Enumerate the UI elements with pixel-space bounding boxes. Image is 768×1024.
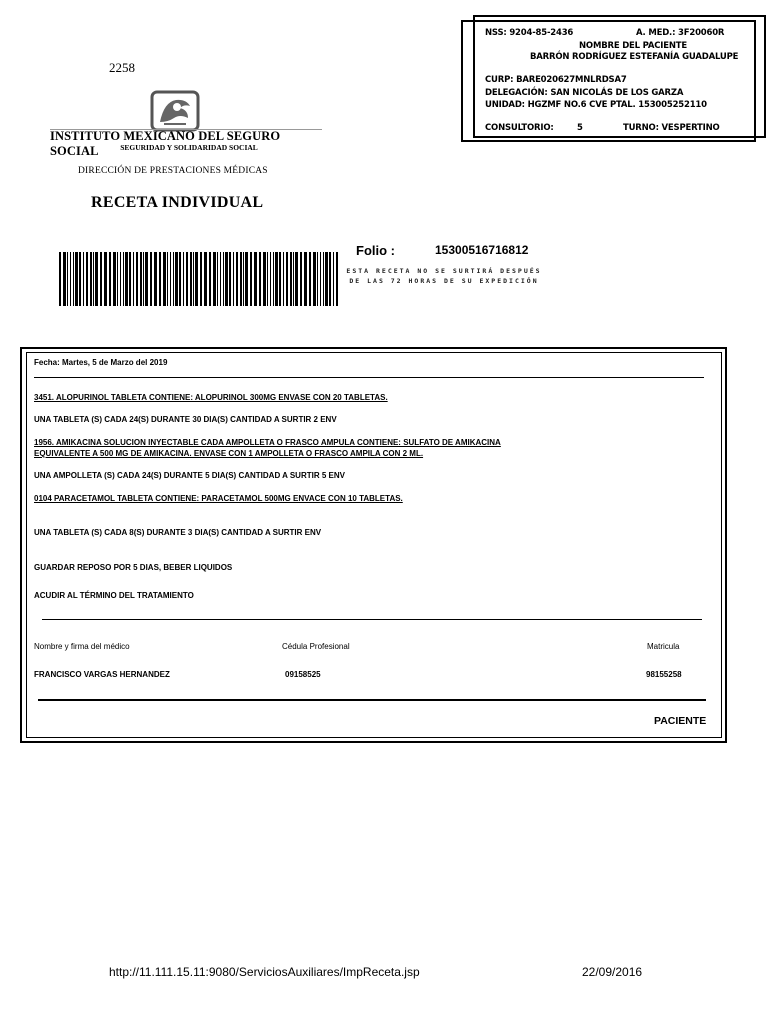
barcode-bar — [267, 252, 268, 306]
barcode-bar — [200, 252, 202, 306]
barcode-bar — [129, 252, 131, 306]
prescription-box-inner — [26, 352, 722, 738]
barcode-bar — [79, 252, 81, 306]
barcode-bar — [163, 252, 166, 306]
barcode-bar — [145, 252, 148, 306]
dosage-3: UNA TABLETA (S) CADA 8(S) DURANTE 3 DIA(S) CANTIDAD A SURTIR ENV — [34, 528, 322, 537]
medication-3: 0104 PARACETAMOL TABLETA CONTIENE: PARACETAMOL 500MG ENVACE CON 10 TABLETAS. — [34, 494, 403, 503]
barcode-bar — [293, 252, 294, 306]
barcode-bar — [220, 252, 221, 306]
barcode-bar — [70, 252, 71, 306]
barcode-bar — [254, 252, 257, 306]
attending-doctor-code: A. MED.: 3F20060R — [636, 28, 725, 38]
direction-label: DIRECCIÓN DE PRESTACIONES MÉDICAS — [78, 166, 268, 176]
barcode-bar — [323, 252, 324, 306]
folio-number: 15300516716812 — [435, 243, 529, 257]
patient-box — [473, 15, 766, 138]
validity-notice-line1: ESTA RECETA NO SE SURTIRÁ DESPUÉS — [346, 267, 542, 275]
barcode-bar — [123, 252, 124, 306]
barcode-bar — [270, 252, 271, 306]
barcode-bar — [159, 252, 161, 306]
cedula-number: 09158525 — [285, 670, 321, 679]
footer-url: http://11.111.15.11:9080/ServiciosAuxiliares/ImpReceta.jsp — [109, 965, 420, 979]
barcode-bar — [150, 252, 152, 306]
barcode-bar — [245, 252, 248, 306]
date-rule — [34, 377, 704, 378]
document-title: RECETA INDIVIDUAL — [91, 194, 264, 211]
barcode-bar — [309, 252, 311, 306]
barcode-bar — [117, 252, 118, 306]
matricula-label: Matricula — [647, 642, 680, 651]
medication-2: 1956. AMIKACINA SOLUCION INYECTABLE CADA AMPOLLETA O FRASCO AMPULA CONTIENE: SULFATO DE AMIKACINA — [34, 438, 501, 447]
barcode-bar — [233, 252, 234, 306]
barcode-bar — [275, 252, 278, 306]
reference-number: 2258 — [109, 60, 135, 75]
barcode-bar — [170, 252, 171, 306]
barcode-bar — [90, 252, 92, 306]
barcode-bar — [250, 252, 252, 306]
turno: TURNO: VESPERTINO — [623, 123, 720, 133]
barcode-bar — [93, 252, 94, 306]
barcode-bar — [109, 252, 111, 306]
barcode-bar — [320, 252, 321, 306]
dosage-1: UNA TABLETA (S) CADA 24(S) DURANTE 30 DIA(S) CANTIDAD A SURTIR 2 ENV — [34, 415, 337, 424]
barcode-bar — [179, 252, 181, 306]
barcode-bar — [290, 252, 292, 306]
barcode-bar — [133, 252, 134, 306]
curp: CURP: BARE020627MNLRDSA7 — [485, 75, 627, 85]
barcode-bar — [236, 252, 238, 306]
doctor-label: Nombre y firma del médico — [34, 642, 130, 651]
barcode-bar — [333, 252, 334, 306]
patient-name-label: NOMBRE DEL PACIENTE — [579, 41, 687, 51]
barcode-bar — [67, 252, 68, 306]
footer-date: 22/09/2016 — [582, 965, 643, 979]
barcode-bar — [175, 252, 178, 306]
signature-rule — [42, 619, 702, 620]
imss-logo-icon — [150, 90, 200, 132]
barcode-bar — [186, 252, 188, 306]
barcode-bar — [336, 252, 338, 306]
barcode-bar — [95, 252, 98, 306]
barcode-bar — [295, 252, 298, 306]
barcode-bar — [225, 252, 228, 306]
consultorio-value: 5 — [577, 123, 583, 133]
barcode-bar — [193, 252, 194, 306]
barcode-bar — [59, 252, 61, 306]
barcode-bar — [317, 252, 318, 306]
barcode-bar — [209, 252, 211, 306]
barcode-bar — [143, 252, 144, 306]
barcode-bar — [279, 252, 281, 306]
barcode-bar — [286, 252, 288, 306]
barcode-bar — [304, 252, 307, 306]
doctor-name: FRANCISCO VARGAS HERNANDEZ — [34, 670, 170, 679]
barcode-bar — [259, 252, 261, 306]
folio-label: Folio : — [356, 243, 395, 258]
bottom-rule — [38, 699, 706, 701]
institute-name: INSTITUTO MEXICANO DEL SEGURO SOCIAL — [50, 129, 281, 158]
instruction-return: ACUDIR AL TÉRMINO DEL TRATAMIENTO — [34, 591, 194, 600]
barcode-bar — [325, 252, 328, 306]
barcode-bar — [73, 252, 74, 306]
barcode-bar — [190, 252, 192, 306]
barcode-icon — [57, 250, 341, 308]
barcode-bar — [195, 252, 198, 306]
barcode-bar — [217, 252, 218, 306]
barcode-bar — [183, 252, 184, 306]
barcode-bar — [86, 252, 88, 306]
barcode-bar — [173, 252, 174, 306]
matricula-number: 98155258 — [646, 670, 682, 679]
cedula-label: Cédula Profesional — [282, 642, 350, 651]
dosage-2: UNA AMPOLLETA (S) CADA 24(S) DURANTE 5 DIA(S) CANTIDAD A SURTIR 5 ENV — [34, 471, 345, 480]
barcode-bar — [283, 252, 284, 306]
barcode-bar — [243, 252, 244, 306]
medication-1: 3451. ALOPURINOL TABLETA CONTIENE: ALOPURINOL 300MG ENVASE CON 20 TABLETAS. — [34, 393, 388, 402]
copy-label: PACIENTE — [654, 715, 707, 727]
barcode-bar — [263, 252, 266, 306]
validity-notice — [346, 268, 542, 285]
barcode-bar — [167, 252, 168, 306]
barcode-bar — [63, 252, 66, 306]
institute-motto: SEGURIDAD Y SOLIDARIDAD SOCIAL — [120, 143, 258, 152]
delegacion: DELEGACIÓN: SAN NICOLÁS DE LOS GARZA — [485, 88, 684, 98]
barcode-bar — [140, 252, 142, 306]
barcode-bar — [329, 252, 331, 306]
unidad: UNIDAD: HGZMF NO.6 CVE PTAL. 153005252110 — [485, 100, 707, 110]
instruction-rest: GUARDAR REPOSO POR 5 DIAS, BEBER LIQUIDOS — [34, 563, 233, 572]
barcode-bar — [204, 252, 207, 306]
barcode-bar — [100, 252, 102, 306]
medication-2-line2: EQUIVALENTE A 500 MG DE AMIKACINA. ENVASE CON 1 AMPOLLETA O FRASCO AMPILA CON 2 ML. — [34, 449, 424, 458]
barcode-bar — [154, 252, 157, 306]
barcode-bar — [113, 252, 116, 306]
barcode-bar — [229, 252, 231, 306]
barcode-bar — [240, 252, 242, 306]
barcode-bar — [273, 252, 274, 306]
barcode-bar — [120, 252, 121, 306]
barcode-bar — [136, 252, 138, 306]
consultorio-label: CONSULTORIO: — [485, 123, 554, 133]
validity-notice-line2: DE LAS 72 HORAS DE SU EXPEDICIÓN — [349, 277, 539, 285]
patient-name: BARRÓN RODRÍGUEZ ESTEFANÍA GUADALUPE — [530, 52, 739, 62]
barcode-bar — [75, 252, 78, 306]
barcode-bar — [104, 252, 107, 306]
nss: NSS: 9204-85-2436 — [485, 28, 574, 38]
barcode-bar — [223, 252, 224, 306]
prescription-date: Fecha: Martes, 5 de Marzo del 2019 — [34, 358, 168, 367]
barcode-bar — [83, 252, 84, 306]
barcode-bar — [313, 252, 316, 306]
barcode-bar — [300, 252, 302, 306]
barcode-bar — [213, 252, 216, 306]
barcode-bar — [125, 252, 128, 306]
